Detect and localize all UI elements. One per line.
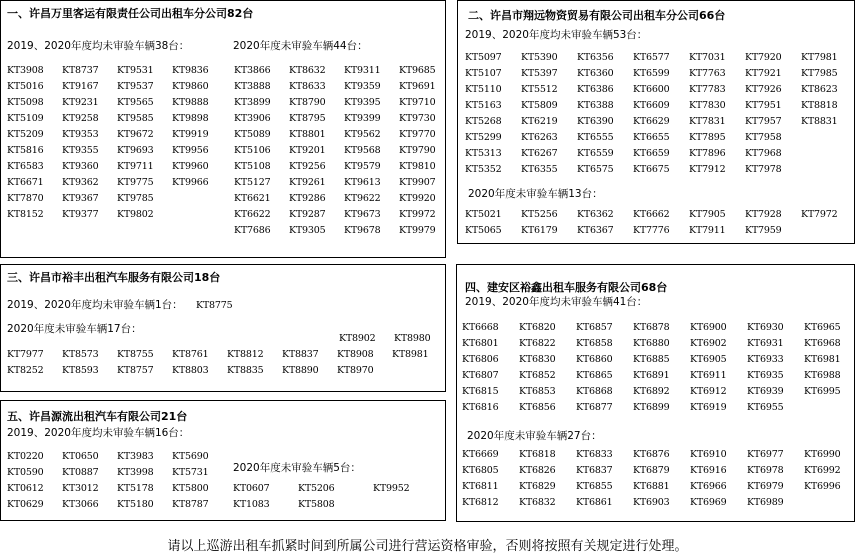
plate-number: KT9399 <box>344 113 381 124</box>
plate-number: KT5016 <box>7 81 44 92</box>
plate-number: KT6877 <box>576 402 613 413</box>
plate-number: KT6933 <box>747 354 784 365</box>
plate-number: KT6390 <box>577 116 614 127</box>
plate-number: KT6668 <box>462 322 499 333</box>
plate-number: KT9360 <box>62 161 99 172</box>
plate-number: KT6599 <box>633 68 670 79</box>
plate-number: KT5808 <box>298 499 335 510</box>
plate-number: KT6801 <box>462 338 499 349</box>
plate-number: KT9568 <box>344 145 381 156</box>
footer-notice: 请以上巡游出租车抓紧时间到所属公司进行营运资格审验，否则将按照有关规定进行处理。 <box>167 539 688 554</box>
plate-number: KT6939 <box>747 386 784 397</box>
plate-number: KT3899 <box>234 97 271 108</box>
section-1-a-plates <box>7 63 227 223</box>
plate-number: KT8902 <box>339 333 376 344</box>
plate-number <box>373 497 433 513</box>
plate-number: KT6902 <box>690 338 727 349</box>
plate-number: KT6609 <box>633 100 670 111</box>
plate-number: KT6655 <box>633 132 670 143</box>
plate-number: KT0590 <box>7 467 44 478</box>
plate-number: KT7686 <box>234 225 271 236</box>
plate-number: KT6892 <box>633 386 670 397</box>
plate-number: KT9952 <box>373 483 410 494</box>
plate-number: KT8818 <box>801 100 838 111</box>
section-1-title: 一、许昌万里客运有限责任公司出租车分公司82台 <box>7 7 254 20</box>
plate-number: KT8801 <box>289 129 326 140</box>
plate-number: KT7912 <box>689 164 726 175</box>
plate-number: KT3908 <box>7 65 44 76</box>
section-5-b-plates <box>233 481 433 513</box>
plate-number: KT9287 <box>289 209 326 220</box>
plate-number: KT7985 <box>801 68 838 79</box>
plate-number: KT0220 <box>7 451 44 462</box>
section-5-title: 五、许昌源流出租汽车有限公司21台 <box>7 410 188 423</box>
plate-number: KT6675 <box>633 164 670 175</box>
plate-number: KT8981 <box>392 349 429 360</box>
plate-number: KT5206 <box>298 483 335 494</box>
plate-number: KT6989 <box>747 497 784 508</box>
plate-number: KT9311 <box>344 65 381 76</box>
plate-number: KT6910 <box>690 449 727 460</box>
plate-number: KT5178 <box>117 483 154 494</box>
plate-number: KT7763 <box>689 68 726 79</box>
plate-number: KT9562 <box>344 129 381 140</box>
plate-number: KT6829 <box>519 481 556 492</box>
plate-number: KT6671 <box>7 177 44 188</box>
plate-number: KT6988 <box>804 370 841 381</box>
plate-number: KT8787 <box>172 499 209 510</box>
plate-number: KT3866 <box>234 65 271 76</box>
plate-number: KT6388 <box>577 100 614 111</box>
plate-number: KT8803 <box>172 365 209 376</box>
plate-number: KT6853 <box>519 386 556 397</box>
plate-number: KT9775 <box>117 177 154 188</box>
plate-number: KT8632 <box>289 65 326 76</box>
plate-number: KT6812 <box>462 497 499 508</box>
plate-number <box>172 191 227 207</box>
plate-number: KT6900 <box>690 322 727 333</box>
plate-number: KT7911 <box>689 225 726 236</box>
plate-number: KT6876 <box>633 449 670 460</box>
plate-number: KT6555 <box>577 132 614 143</box>
plate-number: KT9966 <box>172 177 209 188</box>
plate-number: KT6969 <box>690 497 727 508</box>
plate-number: KT8761 <box>172 349 209 360</box>
plate-number: KT7031 <box>689 52 726 63</box>
plate-number: KT8573 <box>62 349 99 360</box>
plate-number: KT9691 <box>399 81 436 92</box>
plate-number: KT9711 <box>117 161 154 172</box>
plate-number: KT9920 <box>399 193 436 204</box>
plate-number: KT6955 <box>747 402 784 413</box>
plate-number: KT9710 <box>399 97 436 108</box>
plate-number: KT6935 <box>747 370 784 381</box>
plate-number: KT9377 <box>62 209 99 220</box>
plate-number: KT7977 <box>7 349 44 360</box>
plate-number: KT9956 <box>172 145 209 156</box>
plate-number: KT9810 <box>399 161 436 172</box>
plate-number: KT9537 <box>117 81 154 92</box>
plate-number: KT9256 <box>289 161 326 172</box>
plate-number: KT0650 <box>62 451 99 462</box>
plate-number: KT9531 <box>117 65 154 76</box>
section-4-b-label: 2020年度未审验车辆27台： <box>467 430 602 442</box>
plate-number: KT8737 <box>62 65 99 76</box>
plate-number: KT6891 <box>633 370 670 381</box>
plate-number: KT6903 <box>633 497 670 508</box>
plate-number: KT6815 <box>462 386 499 397</box>
plate-number: KT8790 <box>289 97 326 108</box>
plate-number: KT6818 <box>519 449 556 460</box>
plate-number: KT6968 <box>804 338 841 349</box>
plate-number: KT7959 <box>745 225 782 236</box>
plate-number: KT9836 <box>172 65 209 76</box>
plate-number: KT9367 <box>62 193 99 204</box>
plate-number: KT5731 <box>172 467 209 478</box>
plate-number: KT6868 <box>576 386 613 397</box>
plate-number: KT9231 <box>62 97 99 108</box>
plate-number: KT0607 <box>233 483 270 494</box>
plate-number: KT3906 <box>234 113 271 124</box>
plate-number: KT9353 <box>62 129 99 140</box>
plate-number: KT6575 <box>577 164 614 175</box>
plate-number: KT8812 <box>227 349 264 360</box>
plate-number: KT6930 <box>747 322 784 333</box>
plate-number: KT8633 <box>289 81 326 92</box>
section-5-b-label: 2020年度未审验车辆5台： <box>233 462 361 474</box>
plate-number: KT5098 <box>7 97 44 108</box>
plate-number: KT3012 <box>62 483 99 494</box>
plate-number: KT9972 <box>399 209 436 220</box>
section-3-a-label: 2019、2020年度均未审验车辆1台： <box>7 299 183 311</box>
plate-number: KT8252 <box>7 365 44 376</box>
plate-number: KT5390 <box>521 52 558 63</box>
section-4-a-plates <box>462 320 855 416</box>
plate-number: KT7896 <box>689 148 726 159</box>
plate-number: KT9888 <box>172 97 209 108</box>
plate-number: KT6659 <box>633 148 670 159</box>
plate-number <box>804 400 855 416</box>
plate-number: KT6978 <box>747 465 784 476</box>
plate-number: KT8970 <box>337 365 374 376</box>
plate-number: KT9770 <box>399 129 436 140</box>
plate-number: KT8623 <box>801 84 838 95</box>
plate-number: KT8593 <box>62 365 99 376</box>
plate-number: KT9622 <box>344 193 381 204</box>
section-4-b-plates <box>462 447 855 511</box>
plate-number: KT6865 <box>576 370 613 381</box>
plate-number: KT6807 <box>462 370 499 381</box>
plate-number: KT7978 <box>745 164 782 175</box>
section-3-b-plates <box>7 347 447 379</box>
plate-number: KT6979 <box>747 481 784 492</box>
plate-number: KT6905 <box>690 354 727 365</box>
plate-number: KT7928 <box>745 209 782 220</box>
plate-number: KT9565 <box>117 97 154 108</box>
plate-number: KT8837 <box>282 349 319 360</box>
plate-number: KT5816 <box>7 145 44 156</box>
section-3-b-label: 2020年度未审验车辆17台： <box>7 323 142 335</box>
plate-number: KT6662 <box>633 209 670 220</box>
plate-number: KT6861 <box>576 497 613 508</box>
plate-number: KT5127 <box>234 177 271 188</box>
plate-number: KT5065 <box>465 225 502 236</box>
plate-number: KT6356 <box>577 52 614 63</box>
plate-number: KT9919 <box>172 129 209 140</box>
plate-number: KT5108 <box>234 161 271 172</box>
plate-number: KT9355 <box>62 145 99 156</box>
plate-number: KT6858 <box>576 338 613 349</box>
plate-number: KT7830 <box>689 100 726 111</box>
plate-number: KT6995 <box>804 386 841 397</box>
plate-number: KT0887 <box>62 467 99 478</box>
plate-number: KT8908 <box>337 349 374 360</box>
plate-number: KT6857 <box>576 322 613 333</box>
plate-number: KT5512 <box>521 84 558 95</box>
plate-number: KT6820 <box>519 322 556 333</box>
plate-number <box>801 162 855 178</box>
plate-number: KT9685 <box>399 65 436 76</box>
plate-number: KT6806 <box>462 354 499 365</box>
section-1-b-plates <box>234 63 454 239</box>
plate-number: KT6833 <box>576 449 613 460</box>
section-5-a-plates <box>7 449 227 513</box>
plate-number: KT6267 <box>521 148 558 159</box>
section-3-a-plate: KT8775 <box>196 300 233 311</box>
plate-number: KT6826 <box>519 465 556 476</box>
plate-number: KT6965 <box>804 322 841 333</box>
plate-number: KT0612 <box>7 483 44 494</box>
plate-number: KT9672 <box>117 129 154 140</box>
plate-number: KT9362 <box>62 177 99 188</box>
section-4-title: 四、建安区裕鑫出租车服务有限公司68台 <box>465 281 668 294</box>
plate-number: KT6577 <box>633 52 670 63</box>
plate-number: KT6559 <box>577 148 614 159</box>
plate-number: KT6600 <box>633 84 670 95</box>
plate-number: KT3983 <box>117 451 154 462</box>
plate-number: KT6219 <box>521 116 558 127</box>
plate-number <box>801 223 855 239</box>
section-1-b-label: 2020年度未审验车辆44台： <box>233 40 368 52</box>
section-5-a-label: 2019、2020年度均未审验车辆16台： <box>7 427 190 439</box>
plate-number: KT6816 <box>462 402 499 413</box>
plate-number: KT6855 <box>576 481 613 492</box>
plate-number: KT5690 <box>172 451 209 462</box>
plate-number: KT7870 <box>7 193 44 204</box>
plate-number: KT8152 <box>7 209 44 220</box>
plate-number: KT6583 <box>7 161 44 172</box>
plate-number: KT7981 <box>801 52 838 63</box>
plate-number: KT7926 <box>745 84 782 95</box>
plate-number: KT9673 <box>344 209 381 220</box>
plate-number: KT6811 <box>462 481 499 492</box>
plate-number: KT6622 <box>234 209 271 220</box>
plate-number: KT9585 <box>117 113 154 124</box>
plate-number: KT7957 <box>745 116 782 127</box>
section-1-panel <box>0 0 446 258</box>
plate-number: KT6621 <box>234 193 271 204</box>
plate-number: KT5256 <box>521 209 558 220</box>
plate-number: KT7831 <box>689 116 726 127</box>
plate-number: KT6885 <box>633 354 670 365</box>
plate-number: KT9907 <box>399 177 436 188</box>
plate-number: KT6263 <box>521 132 558 143</box>
plate-number: KT6981 <box>804 354 841 365</box>
plate-number: KT6386 <box>577 84 614 95</box>
plate-number: KT7905 <box>689 209 726 220</box>
plate-number: KT8980 <box>394 333 431 344</box>
plate-number <box>392 363 447 379</box>
section-2-b-plates <box>465 207 855 239</box>
plate-number: KT1083 <box>233 499 270 510</box>
plate-number: KT5352 <box>465 164 502 175</box>
plate-number: KT9785 <box>117 193 154 204</box>
plate-number: KT7968 <box>745 148 782 159</box>
plate-number: KT5110 <box>465 84 502 95</box>
plate-number: KT8795 <box>289 113 326 124</box>
plate-number: KT6355 <box>521 164 558 175</box>
plate-number: KT9258 <box>62 113 99 124</box>
plate-number: KT6629 <box>633 116 670 127</box>
plate-number: KT7921 <box>745 68 782 79</box>
plate-number: KT6931 <box>747 338 784 349</box>
plate-number: KT5107 <box>465 68 502 79</box>
plate-number: KT6360 <box>577 68 614 79</box>
plate-number: KT9167 <box>62 81 99 92</box>
plate-number: KT7783 <box>689 84 726 95</box>
plate-number: KT3066 <box>62 499 99 510</box>
plate-number: KT5109 <box>7 113 44 124</box>
plate-number: KT6669 <box>462 449 499 460</box>
plate-number: KT9579 <box>344 161 381 172</box>
plate-number: KT9286 <box>289 193 326 204</box>
plate-number: KT9960 <box>172 161 209 172</box>
plate-number: KT8890 <box>282 365 319 376</box>
plate-number: KT9898 <box>172 113 209 124</box>
plate-number: KT9359 <box>344 81 381 92</box>
section-2-title: 二、许昌市翔远物资贸易有限公司出租车分公司66台 <box>468 9 726 22</box>
section-1-a-label: 2019、2020年度均未审验车辆38台： <box>7 40 190 52</box>
plate-number: KT9790 <box>399 145 436 156</box>
plate-number: KT9693 <box>117 145 154 156</box>
plate-number: KT5313 <box>465 148 502 159</box>
plate-number: KT6899 <box>633 402 670 413</box>
plate-number: KT6367 <box>577 225 614 236</box>
plate-number: KT8831 <box>801 116 838 127</box>
section-3-title: 三、许昌市裕丰出租汽车服务有限公司18台 <box>7 271 221 284</box>
plate-number: KT6977 <box>747 449 784 460</box>
section-3-panel <box>0 264 446 392</box>
plate-number: KT9201 <box>289 145 326 156</box>
plate-number: KT6805 <box>462 465 499 476</box>
plate-number <box>801 146 855 162</box>
section-3-b-plates-top <box>339 331 449 347</box>
plate-number: KT5163 <box>465 100 502 111</box>
plate-number: KT6912 <box>690 386 727 397</box>
section-2-a-label: 2019、2020年度均未审验车辆53台： <box>465 29 648 41</box>
plate-number: KT7972 <box>801 209 838 220</box>
plate-number: KT6832 <box>519 497 556 508</box>
plate-number: KT9730 <box>399 113 436 124</box>
section-4-a-label: 2019、2020年度均未审验车辆41台： <box>465 296 648 308</box>
plate-number: KT6878 <box>633 322 670 333</box>
plate-number: KT9678 <box>344 225 381 236</box>
plate-number: KT5209 <box>7 129 44 140</box>
plate-number <box>801 130 855 146</box>
plate-number: KT5021 <box>465 209 502 220</box>
plate-number: KT6919 <box>690 402 727 413</box>
plate-number: KT6856 <box>519 402 556 413</box>
plate-number: KT5809 <box>521 100 558 111</box>
plate-number: KT9261 <box>289 177 326 188</box>
plate-number: KT3998 <box>117 467 154 478</box>
section-5-panel <box>0 400 446 521</box>
plate-number: KT9802 <box>117 209 154 220</box>
plate-number: KT6879 <box>633 465 670 476</box>
section-2-panel <box>457 0 855 244</box>
plate-number: KT6990 <box>804 449 841 460</box>
plate-number: KT5089 <box>234 129 271 140</box>
plate-number: KT5299 <box>465 132 502 143</box>
plate-number: KT9979 <box>399 225 436 236</box>
plate-number: KT7776 <box>633 225 670 236</box>
section-4-panel <box>456 264 855 522</box>
plate-number: KT6822 <box>519 338 556 349</box>
plate-number: KT6911 <box>690 370 727 381</box>
plate-number: KT3888 <box>234 81 271 92</box>
plate-number: KT6179 <box>521 225 558 236</box>
plate-number: KT5180 <box>117 499 154 510</box>
plate-number: KT8757 <box>117 365 154 376</box>
section-2-a-plates <box>465 50 855 178</box>
plate-number: KT6860 <box>576 354 613 365</box>
plate-number <box>804 495 855 511</box>
plate-number: KT6830 <box>519 354 556 365</box>
plate-number: KT7920 <box>745 52 782 63</box>
plate-number: KT6837 <box>576 465 613 476</box>
plate-number: KT6362 <box>577 209 614 220</box>
plate-number: KT6852 <box>519 370 556 381</box>
plate-number: KT9613 <box>344 177 381 188</box>
plate-number: KT6966 <box>690 481 727 492</box>
plate-number: KT7951 <box>745 100 782 111</box>
plate-number: KT6916 <box>690 465 727 476</box>
plate-number: KT7958 <box>745 132 782 143</box>
plate-number: KT5800 <box>172 483 209 494</box>
plate-number: KT5097 <box>465 52 502 63</box>
plate-number <box>172 207 227 223</box>
plate-number: KT8835 <box>227 365 264 376</box>
plate-number: KT7895 <box>689 132 726 143</box>
plate-number: KT9305 <box>289 225 326 236</box>
plate-number: KT6881 <box>633 481 670 492</box>
plate-number: KT6996 <box>804 481 841 492</box>
plate-number: KT5397 <box>521 68 558 79</box>
plate-number: KT6880 <box>633 338 670 349</box>
plate-number: KT5268 <box>465 116 502 127</box>
section-2-b-label: 2020年度未审验车辆13台： <box>468 188 603 200</box>
plate-number: KT6992 <box>804 465 841 476</box>
plate-number: KT9860 <box>172 81 209 92</box>
plate-number: KT0629 <box>7 499 44 510</box>
plate-number: KT5106 <box>234 145 271 156</box>
plate-number: KT9395 <box>344 97 381 108</box>
plate-number: KT8755 <box>117 349 154 360</box>
